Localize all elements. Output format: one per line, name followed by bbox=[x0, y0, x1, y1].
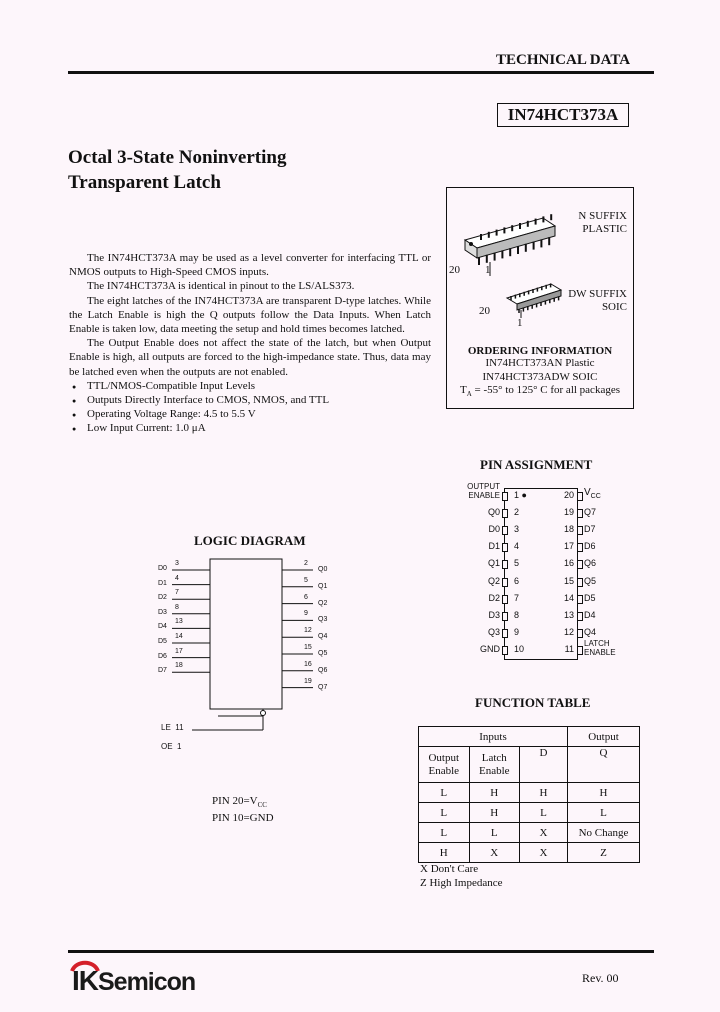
pin-name-left: D1 bbox=[488, 541, 500, 552]
pin10-note: PIN 10=GND bbox=[212, 812, 274, 825]
logo-prefix: IK bbox=[72, 965, 98, 996]
pin-num-left: 5 bbox=[514, 558, 520, 569]
pin-assignment-heading: PIN ASSIGNMENT bbox=[480, 457, 593, 472]
soic-pin20: 20 bbox=[479, 305, 490, 317]
input-label: D1 bbox=[158, 579, 167, 587]
revision: Rev. 00 bbox=[582, 971, 619, 985]
pin-stub bbox=[502, 492, 508, 501]
table-cell: X bbox=[469, 843, 520, 863]
pin-num-right: 19 bbox=[563, 507, 574, 518]
input-pin-number: 8 bbox=[175, 603, 179, 611]
pin-stub bbox=[502, 560, 508, 569]
pin-num-left: 9 bbox=[514, 626, 520, 637]
feature-item: ● TTL/NMOS-Compatible Input Levels bbox=[87, 379, 431, 393]
input-pin-number: 13 bbox=[175, 618, 183, 626]
package-box bbox=[446, 187, 634, 409]
pin-row bbox=[420, 626, 720, 640]
n-type: PLASTIC bbox=[582, 223, 627, 235]
temp-text: = -55° to 125° C for all packages bbox=[471, 384, 620, 396]
input-label: D2 bbox=[158, 594, 167, 602]
feature-list bbox=[69, 379, 431, 436]
function-table-legend bbox=[420, 862, 502, 890]
desc-p1: The IN74HCT373A may be used as a level converter for interfacing TTL or NMOS outputs to High-Speed CMOS inputs. bbox=[69, 252, 431, 279]
input-label: D0 bbox=[158, 565, 167, 572]
pin-row bbox=[420, 575, 720, 589]
table-cell: L bbox=[567, 803, 639, 823]
pin-row bbox=[420, 523, 720, 537]
table-row bbox=[419, 783, 640, 803]
function-table-heading: FUNCTION TABLE bbox=[475, 695, 591, 710]
ordering-heading: ORDERING INFORMATION bbox=[467, 345, 613, 357]
power-pins bbox=[212, 795, 274, 825]
table-cell: L bbox=[520, 803, 568, 823]
feature-item: ● Outputs Directly Interface to CMOS, NMOS, and TTL bbox=[87, 393, 431, 407]
output-pin-number: 12 bbox=[304, 627, 312, 635]
pin-stub bbox=[577, 595, 583, 604]
pin20-note: PIN $20=V_{CC}$ bbox=[212, 795, 267, 810]
table-cell: H bbox=[469, 803, 520, 823]
part-number: IN74HCT373A bbox=[497, 103, 629, 127]
pin-name-left: OUTPUT ENABLE bbox=[467, 482, 500, 500]
header-title: TECHNICAL DATA bbox=[496, 52, 631, 68]
table-cell: L bbox=[469, 823, 520, 843]
table-cell: Z bbox=[567, 843, 639, 863]
col-latch-enable: Latch Enable bbox=[469, 747, 520, 783]
pin-stub bbox=[577, 509, 583, 518]
dw-suffix-label bbox=[543, 288, 627, 314]
legend-high-impedance: Z High Impedance bbox=[420, 877, 503, 889]
description bbox=[69, 251, 431, 436]
pin-stub bbox=[577, 646, 583, 655]
output-label: Q3 bbox=[318, 616, 328, 624]
pin-stub bbox=[502, 543, 508, 552]
oe-label: OE 1 bbox=[161, 742, 182, 751]
pin-num-right: 11 bbox=[564, 643, 574, 654]
oe-inversion-bubble bbox=[261, 711, 266, 716]
pin-name-left: Q3 bbox=[487, 626, 500, 637]
desc-p4: The Output Enable does not affect the state of the latch, but when Output Enable is high, all outputs are forced to the high-impedance state. Thus, data may be latched even when the outputs are not enabled. bbox=[69, 337, 431, 378]
feature-item: ● Low Input Current: 1.0 μA bbox=[87, 421, 431, 435]
inputs-group-header: Inputs bbox=[419, 727, 568, 747]
input-label: D6 bbox=[158, 652, 167, 660]
output-pin-number: 16 bbox=[304, 660, 312, 668]
output-label: Q7 bbox=[318, 683, 328, 691]
pin-stub bbox=[577, 543, 583, 552]
pin-row bbox=[420, 506, 720, 520]
pin-stub bbox=[502, 578, 508, 587]
pin-name-left: D3 bbox=[488, 609, 500, 620]
pin-row bbox=[420, 592, 720, 606]
input-pin-number: 18 bbox=[175, 662, 183, 670]
dip-pin20: 20 bbox=[449, 264, 460, 276]
pin-name-left: D2 bbox=[488, 592, 500, 603]
pin-name-right: Q7 bbox=[584, 507, 597, 518]
dw-type: SOIC bbox=[601, 301, 627, 313]
pin-name-right: D6 bbox=[584, 541, 596, 552]
pin-num-right: 13 bbox=[563, 609, 574, 620]
n-suffix-label bbox=[543, 210, 627, 236]
pin-num-left: 2 bbox=[514, 507, 520, 518]
pin-name-right: Q4 bbox=[584, 626, 597, 637]
company-logo bbox=[72, 965, 195, 997]
pin-stub bbox=[577, 560, 583, 569]
desc-p3: The eight latches of the IN74HCT373A are transparent D-type latches. While the Latch Enable is high the Q outputs follow the Data Inputs. When Latch Enable is taken low, data meeting the setup and hold times becomes latched. bbox=[69, 294, 431, 336]
table-cell: L bbox=[419, 783, 470, 803]
pin-num-right: 17 bbox=[563, 541, 574, 552]
title-line-1: Octal 3-State Noninverting bbox=[68, 147, 287, 168]
le-label: LE 11 bbox=[161, 723, 184, 732]
pin-num-left: 4 bbox=[514, 541, 520, 552]
output-label: Q1 bbox=[318, 582, 328, 590]
ordering-line-1: IN74HCT373AN Plastic bbox=[485, 357, 595, 369]
pin-name-left: Q0 bbox=[487, 507, 500, 518]
table-cell: H bbox=[520, 783, 568, 803]
input-pin-number: 14 bbox=[175, 633, 183, 640]
pin-num-left: 3 bbox=[514, 524, 520, 535]
input-label: D7 bbox=[158, 667, 167, 675]
pin-stub bbox=[502, 526, 508, 535]
input-pin-number: 3 bbox=[175, 560, 179, 567]
output-label: Q6 bbox=[318, 666, 328, 674]
col-q: Q bbox=[567, 747, 639, 783]
title-line-2: Transparent Latch bbox=[68, 172, 221, 193]
pin-num-right: 16 bbox=[563, 558, 574, 569]
latch-block bbox=[210, 559, 282, 709]
pin-stub bbox=[577, 612, 583, 621]
output-pin-number: 6 bbox=[304, 593, 308, 601]
input-pin-number: 4 bbox=[175, 574, 179, 582]
pin-num-right: 14 bbox=[563, 592, 574, 603]
desc-p2: The IN74HCT373A is identical in pinout to the LS/ALS373. bbox=[87, 280, 355, 293]
output-label: Q2 bbox=[318, 599, 328, 607]
table-cell: No Change bbox=[567, 823, 639, 843]
pin-name-right: LATCH ENABLE bbox=[584, 638, 616, 657]
ordering-info bbox=[447, 345, 633, 402]
feature-item: ● Operating Voltage Range: 4.5 to 5.5 V bbox=[87, 407, 431, 421]
pin-row bbox=[420, 638, 720, 657]
pin-name-right: D5 bbox=[584, 592, 596, 603]
function-table bbox=[418, 726, 640, 863]
footer-rule bbox=[68, 950, 654, 953]
pin-stub bbox=[502, 509, 508, 518]
pin-row bbox=[420, 557, 720, 571]
legend-dont-care: X Don't Care bbox=[420, 863, 479, 875]
pin-name-left: GND bbox=[480, 643, 500, 654]
pin-num-left: 8 bbox=[514, 609, 520, 620]
ordering-line-2: IN74HCT373ADW SOIC bbox=[482, 370, 598, 383]
table-cell: H bbox=[419, 843, 470, 863]
input-label: D4 bbox=[158, 623, 167, 631]
pin-name-left: Q2 bbox=[487, 575, 500, 586]
pin-num-left: 6 bbox=[514, 575, 520, 586]
table-cell: L bbox=[419, 803, 470, 823]
dip-pin1: 1 bbox=[485, 264, 491, 276]
table-row bbox=[419, 843, 640, 863]
pin-row bbox=[420, 609, 720, 623]
logic-diagram-heading: LOGIC DIAGRAM bbox=[194, 533, 306, 548]
pin-stub bbox=[577, 578, 583, 587]
output-label: Q5 bbox=[318, 650, 328, 657]
pin-row bbox=[420, 482, 720, 503]
dw-suffix: DW SUFFIX bbox=[568, 288, 627, 300]
pin-name-left: Q1 bbox=[487, 558, 500, 569]
pin-name-right: Q5 bbox=[584, 575, 597, 586]
header-rule bbox=[68, 71, 654, 74]
pin-name-right: D7 bbox=[584, 524, 596, 535]
pin-stub bbox=[577, 526, 583, 535]
input-label: D3 bbox=[158, 608, 167, 616]
input-pin-number: 17 bbox=[175, 647, 183, 655]
output-pin-number: 19 bbox=[304, 677, 312, 685]
col-d: D bbox=[520, 747, 568, 783]
pin-num-right: 18 bbox=[563, 524, 574, 535]
document-title bbox=[68, 145, 286, 195]
pin-num-left: 1 ● bbox=[514, 490, 527, 500]
pin-stub bbox=[502, 646, 508, 655]
pin-stub bbox=[502, 629, 508, 638]
pin-row bbox=[420, 540, 720, 554]
pin-stub bbox=[577, 629, 583, 638]
input-label: D5 bbox=[158, 638, 167, 645]
table-cell: X bbox=[520, 823, 568, 843]
table-row bbox=[419, 823, 640, 843]
soic-pin1: 1 bbox=[517, 317, 523, 329]
temp-sub: A bbox=[466, 390, 472, 399]
pin-num-right: 12 bbox=[563, 626, 574, 637]
output-pin-number: 2 bbox=[304, 560, 308, 567]
n-suffix: N SUFFIX bbox=[578, 210, 627, 222]
col-output-enable: Output Enable bbox=[419, 747, 470, 783]
pin-stub bbox=[502, 595, 508, 604]
output-pin-number: 5 bbox=[304, 576, 308, 584]
table-cell: L bbox=[419, 823, 470, 843]
pin-name-left: D0 bbox=[488, 524, 500, 535]
output-label: Q4 bbox=[318, 633, 328, 641]
output-group-header: Output bbox=[567, 727, 639, 747]
pin-num-right: 20 bbox=[563, 490, 574, 500]
pin-num-left: 10 bbox=[514, 643, 525, 654]
pin-name-right: D4 bbox=[584, 609, 596, 620]
pin-stub bbox=[577, 492, 583, 501]
temperature-range bbox=[447, 384, 633, 402]
pin-num-left: 7 bbox=[514, 592, 520, 603]
table-row bbox=[419, 803, 640, 823]
output-label: Q0 bbox=[318, 566, 328, 573]
logo-name: Semicon bbox=[98, 968, 196, 996]
input-pin-number: 7 bbox=[175, 589, 179, 597]
table-cell: X bbox=[520, 843, 568, 863]
pin-num-right: 15 bbox=[563, 575, 574, 586]
temp-prefix: T bbox=[460, 384, 467, 396]
output-pin-number: 9 bbox=[304, 610, 308, 618]
table-cell: H bbox=[567, 783, 639, 803]
pin-stub bbox=[502, 612, 508, 621]
output-pin-number: 15 bbox=[304, 644, 312, 651]
pin-name-right: $V_{CC}$ bbox=[584, 487, 601, 500]
table-cell: H bbox=[469, 783, 520, 803]
pin-name-right: Q6 bbox=[584, 558, 597, 569]
